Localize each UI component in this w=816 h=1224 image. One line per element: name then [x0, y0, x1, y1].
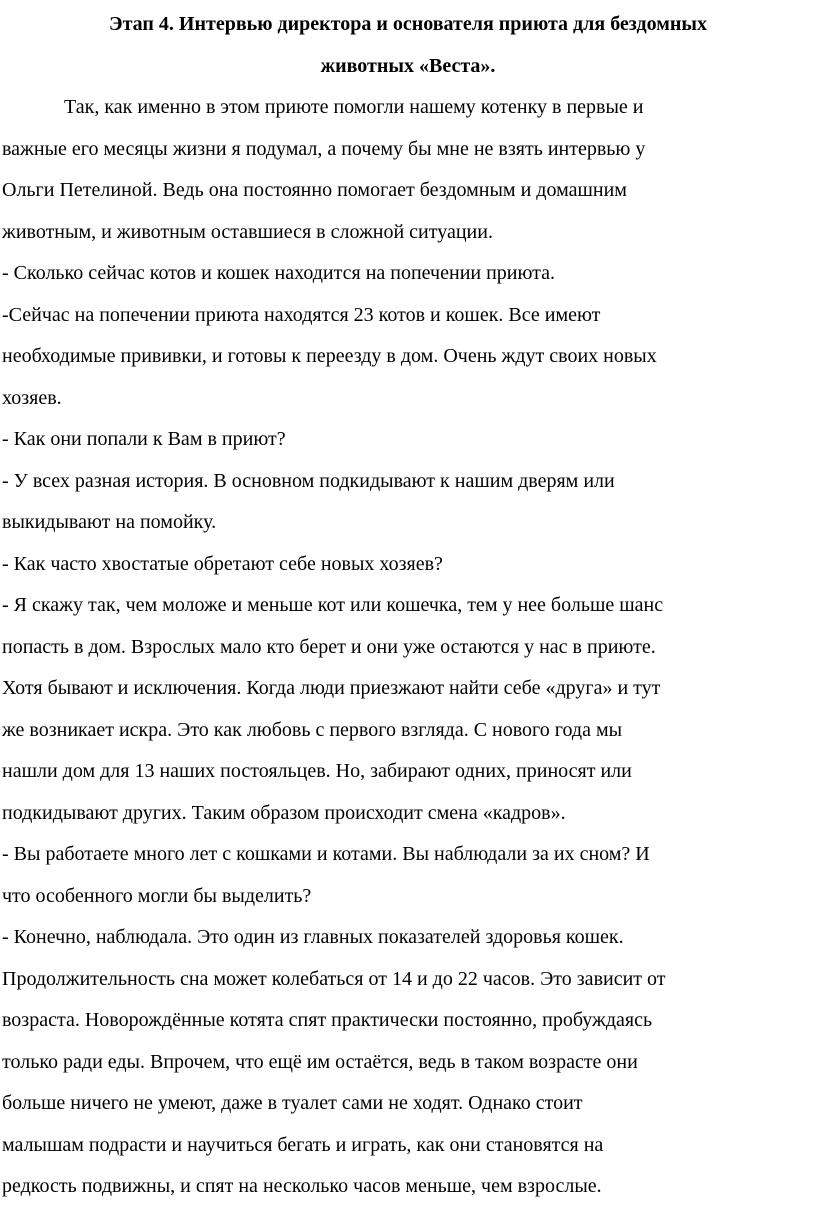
text-line: редкость подвижны, и спят на несколько часов меньше, чем взрослые. [2, 1175, 602, 1197]
answer-line: -Сейчас на попечении приюта находятся 23 котов и кошек. Все имеют [2, 303, 601, 326]
question-line: - Как они попали к Вам в приют? [2, 428, 286, 450]
answer-line: - Конечно, наблюдала. Это один из главных показателей здоровья кошек. [2, 926, 624, 948]
heading-line-1: Этап 4. Интервью директора и основателя приюта для бездомных [109, 13, 707, 35]
text-line: только ради еды. Впрочем, что ещё им остаётся, ведь в таком возрасте они [2, 1050, 638, 1073]
text-line-intro: Так, как именно в этом приюте помогли нашему котенку в первые и [64, 96, 644, 118]
text-line: подкидывают других. Таким образом происходит смена «кадров». [2, 801, 566, 824]
text-line: необходимые прививки, и готовы к переезду в дом. Очень ждут своих новых [2, 345, 657, 367]
text-line: возраста. Новорождённые котята спят практически постоянно, пробуждаясь [2, 1009, 653, 1031]
interview-text [2, 87, 814, 1208]
text-line: что особенного могли бы выделить? [2, 884, 312, 907]
text-line: Ольги Петелиной. Ведь она постоянно помогает бездомным и домашним [2, 179, 627, 201]
question-line: - Сколько сейчас котов и кошек находится на попечении приюта. [2, 262, 556, 284]
text-line: нашли дом для 13 наших постояльцев. Но, забирают одних, приносят или [2, 760, 632, 782]
question-line: - Как часто хвостатые обретают себе новых хозяев? [2, 552, 443, 575]
section-heading [2, 0, 814, 87]
text-line: хозяев. [2, 386, 62, 409]
answer-line: - У всех разная история. В основном подкидывают к нашим дверям или [2, 469, 615, 492]
text-line: важные его месяцы жизни я подумал, а почему бы мне не взять интервью у [2, 137, 646, 160]
text-line: малышам подрасти и научиться бегать и играть, как они становятся на [2, 1133, 604, 1156]
text-line: Хотя бывают и исключения. Когда люди приезжают найти себе «друга» и тут [2, 677, 661, 699]
heading-line-2: животных «Веста». [320, 54, 496, 77]
text-line: попасть в дом. Взрослых мало кто берет и они уже остаются у нас в приюте. [2, 635, 656, 658]
text-line: больше ничего не умеют, даже в туалет сами не ходят. Однако стоит [2, 1092, 583, 1114]
question-line: - Вы работаете много лет с кошками и котами. Вы наблюдали за их сном? И [2, 843, 650, 865]
text-line: животным, и животным оставшиеся в сложной ситуации. [2, 220, 493, 243]
answer-line: - Я скажу так, чем моложе и меньше кот или кошечка, тем у нее больше шанс [2, 594, 664, 616]
text-line: же возникает искра. Это как любовь с первого взгляда. С нового года мы [2, 718, 623, 741]
text-line: Продолжительность сна может колебаться от 14 и до 22 часов. Это зависит от [2, 967, 666, 990]
text-line: выкидывают на помойку. [2, 511, 217, 533]
